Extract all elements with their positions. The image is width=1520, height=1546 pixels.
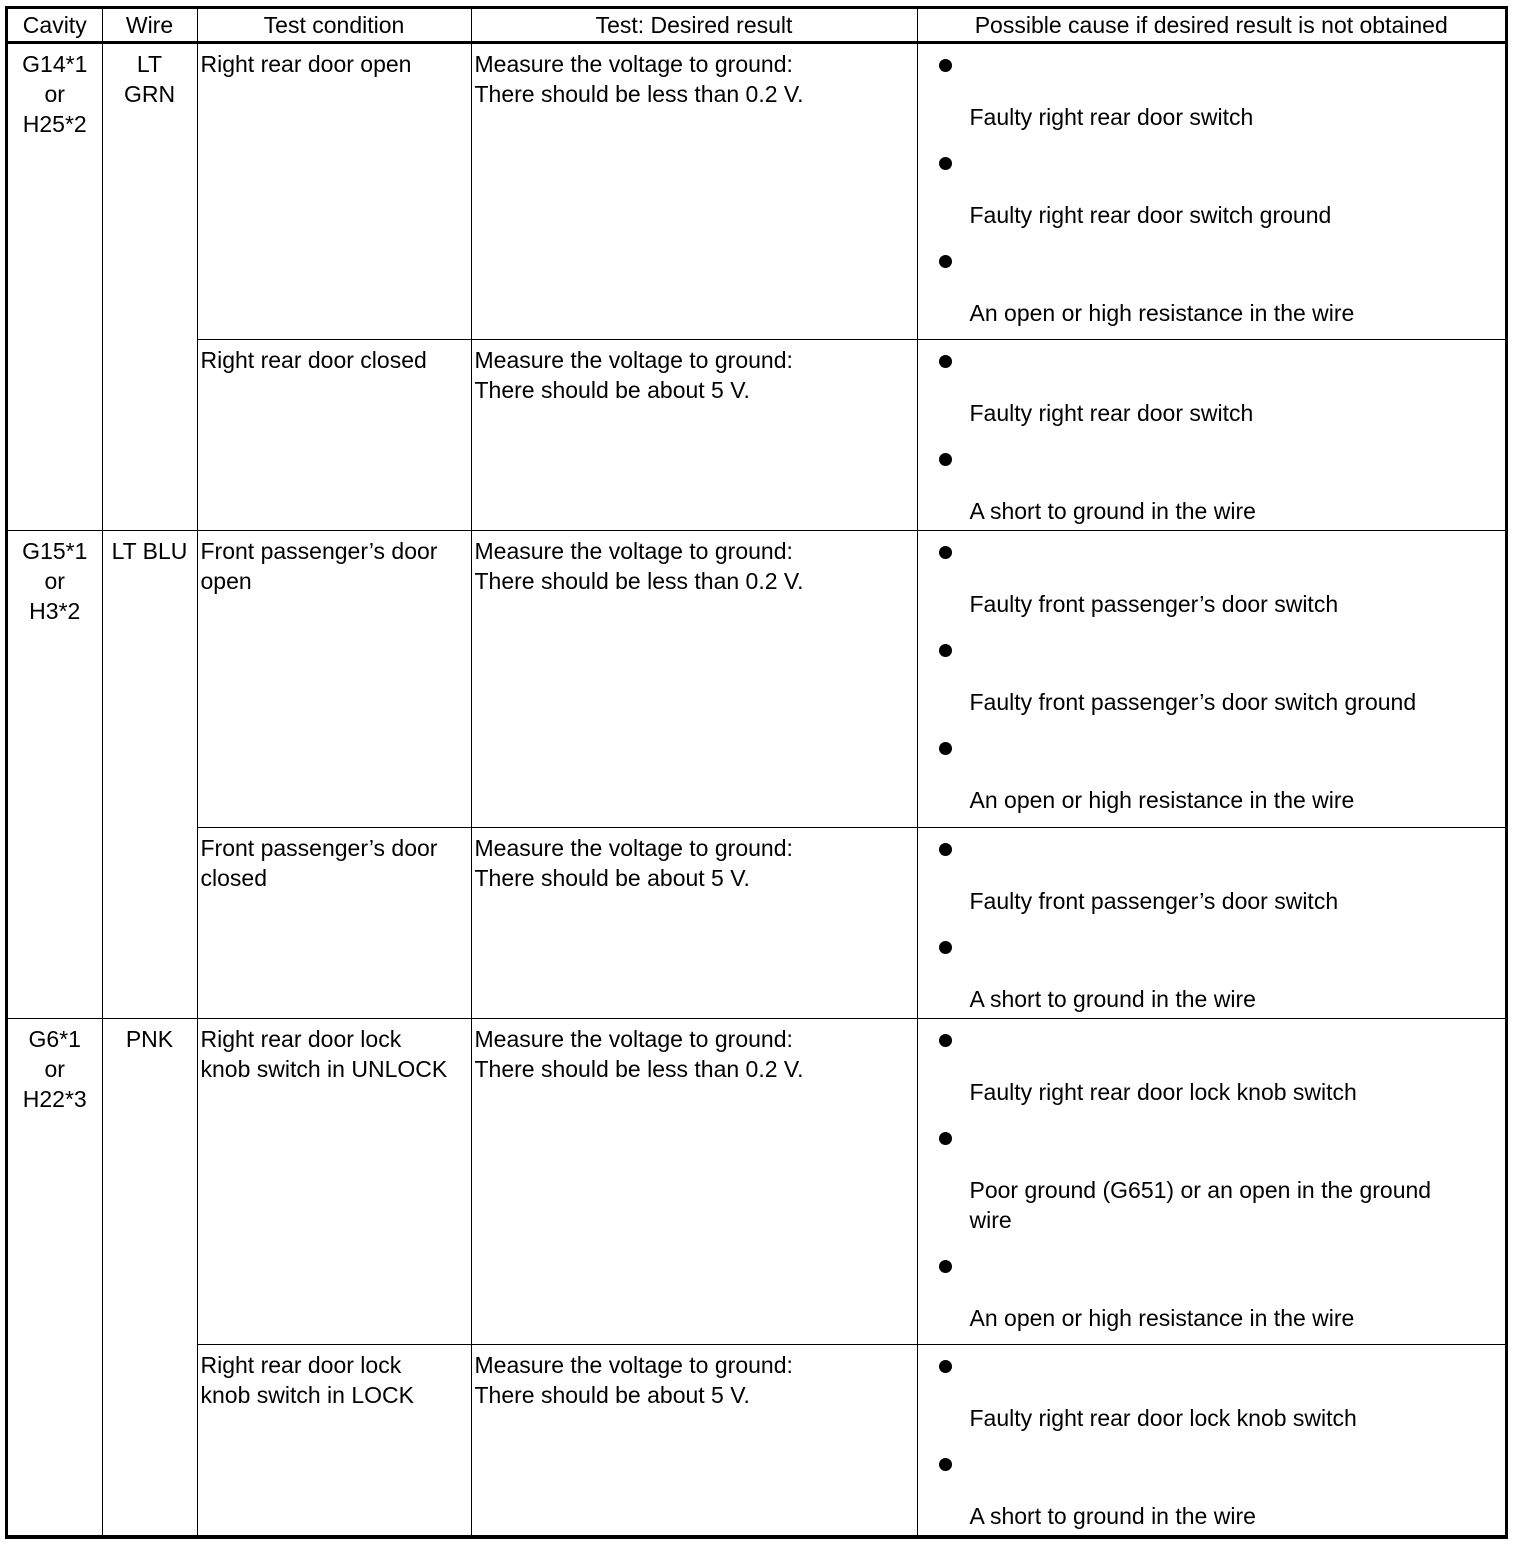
result-cell: Measure the voltage to ground: There should be less than 0.2 V. bbox=[471, 1019, 917, 1345]
wire-cell: PNK bbox=[102, 1019, 197, 1536]
bullet-icon bbox=[939, 843, 952, 856]
cause-text: Faulty right rear door switch bbox=[969, 400, 1254, 426]
header-wire: Wire bbox=[102, 9, 197, 43]
cause-item bbox=[918, 926, 1506, 1014]
cause-item bbox=[918, 828, 1506, 926]
condition-cell: Right rear door open bbox=[197, 43, 471, 340]
result-cell: Measure the voltage to ground: There should be less than 0.2 V. bbox=[471, 43, 917, 340]
cause-text: Faulty front passenger’s door switch bbox=[969, 591, 1339, 617]
cause-item bbox=[918, 240, 1506, 328]
cause-text: An open or high resistance in the wire bbox=[969, 1305, 1355, 1331]
bullet-icon bbox=[939, 157, 952, 170]
cause-text: Faulty right rear door lock knob switch bbox=[969, 1079, 1357, 1105]
cause-text: A short to ground in the wire bbox=[969, 1503, 1256, 1529]
cause-text: Poor ground (G651) or an open in the ground wire bbox=[969, 1177, 1432, 1233]
condition-cell: Right rear door lock knob switch in LOCK bbox=[197, 1345, 471, 1536]
table-row bbox=[8, 1345, 1505, 1536]
bullet-icon bbox=[939, 644, 952, 657]
result-cell: Measure the voltage to ground: There should be less than 0.2 V. bbox=[471, 531, 917, 828]
table-row bbox=[8, 531, 1505, 828]
bullet-icon bbox=[939, 59, 952, 72]
table-row bbox=[8, 828, 1505, 1019]
condition-cell: Right rear door lock knob switch in UNLOCK bbox=[197, 1019, 471, 1345]
causes-cell bbox=[917, 1019, 1505, 1345]
cause-text: Faulty right rear door lock knob switch bbox=[969, 1405, 1357, 1431]
bullet-icon bbox=[939, 546, 952, 559]
cause-item bbox=[918, 629, 1506, 727]
bullet-icon bbox=[939, 1458, 952, 1471]
wire-cell: LT GRN bbox=[102, 43, 197, 531]
cause-item bbox=[918, 727, 1506, 815]
causes-cell bbox=[917, 43, 1505, 340]
bullet-icon bbox=[939, 255, 952, 268]
causes-cell bbox=[917, 828, 1505, 1019]
cause-text: Faulty right rear door switch bbox=[969, 104, 1254, 130]
cavity-cell: G15*1 or H3*2 bbox=[8, 531, 102, 1019]
cause-item bbox=[918, 531, 1506, 629]
cause-item bbox=[918, 438, 1506, 526]
bullet-icon bbox=[939, 453, 952, 466]
causes-cell bbox=[917, 1345, 1505, 1536]
bullet-icon bbox=[939, 1132, 952, 1145]
table-row bbox=[8, 43, 1505, 340]
cause-text: Faulty front passenger’s door switch bbox=[969, 888, 1339, 914]
header-desired-result: Test: Desired result bbox=[471, 9, 917, 43]
result-cell: Measure the voltage to ground: There should be about 5 V. bbox=[471, 1345, 917, 1536]
causes-cell bbox=[917, 531, 1505, 828]
test-table bbox=[8, 9, 1505, 1536]
bullet-icon bbox=[939, 1034, 952, 1047]
cause-text: An open or high resistance in the wire bbox=[969, 300, 1355, 326]
table-row bbox=[8, 1019, 1505, 1345]
cause-item bbox=[918, 1019, 1506, 1117]
cause-item bbox=[918, 1245, 1506, 1333]
cause-text: Faulty right rear door switch ground bbox=[969, 202, 1332, 228]
cause-text: A short to ground in the wire bbox=[969, 498, 1256, 524]
result-cell: Measure the voltage to ground: There should be about 5 V. bbox=[471, 828, 917, 1019]
cause-item bbox=[918, 340, 1506, 438]
cause-text: An open or high resistance in the wire bbox=[969, 787, 1355, 813]
cause-item bbox=[918, 1117, 1506, 1245]
result-cell: Measure the voltage to ground: There should be about 5 V. bbox=[471, 340, 917, 531]
cause-text: A short to ground in the wire bbox=[969, 986, 1256, 1012]
condition-cell: Front passenger’s door closed bbox=[197, 828, 471, 1019]
header-cavity: Cavity bbox=[8, 9, 102, 43]
header-test-condition: Test condition bbox=[197, 9, 471, 43]
cause-item bbox=[918, 142, 1506, 240]
cavity-cell: G14*1 or H25*2 bbox=[8, 43, 102, 531]
bullet-icon bbox=[939, 1260, 952, 1273]
wire-cell: LT BLU bbox=[102, 531, 197, 1019]
cause-item bbox=[918, 1345, 1506, 1443]
header-possible-cause: Possible cause if desired result is not obtained bbox=[917, 9, 1505, 43]
cause-item bbox=[918, 44, 1506, 142]
bullet-icon bbox=[939, 355, 952, 368]
condition-cell: Front passenger’s door open bbox=[197, 531, 471, 828]
bullet-icon bbox=[939, 742, 952, 755]
condition-cell: Right rear door closed bbox=[197, 340, 471, 531]
cause-text: Faulty front passenger’s door switch ground bbox=[969, 689, 1417, 715]
test-table-container bbox=[5, 6, 1508, 1539]
bullet-icon bbox=[939, 941, 952, 954]
bullet-icon bbox=[939, 1360, 952, 1373]
cavity-cell: G6*1 or H22*3 bbox=[8, 1019, 102, 1536]
table-row bbox=[8, 340, 1505, 531]
header-row bbox=[8, 9, 1505, 43]
causes-cell bbox=[917, 340, 1505, 531]
cause-item bbox=[918, 1443, 1506, 1531]
